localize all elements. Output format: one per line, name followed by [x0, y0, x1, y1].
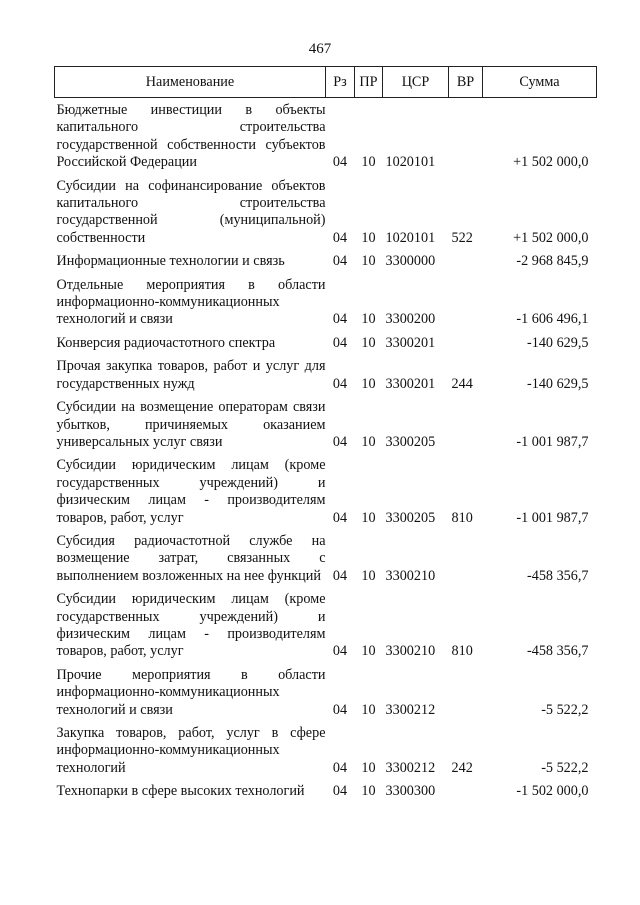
row-rz: 04	[332, 509, 348, 526]
budget-table	[54, 66, 597, 801]
row-csr: 3300201	[385, 375, 436, 392]
row-vr	[449, 329, 483, 352]
row-rz: 04	[332, 643, 348, 660]
row-vr	[449, 247, 483, 270]
row-name: Субсидии на возмещение операторам связи убытков, причиняемых оказанием универсальных услуг связи	[56, 399, 326, 450]
row-rz: 04	[332, 154, 348, 171]
row-sum: -140 629,5	[527, 334, 589, 351]
row-csr: 3300210	[385, 643, 436, 660]
row-vr: 810	[451, 509, 473, 526]
row-pr: 10	[361, 701, 376, 718]
row-rz: 04	[332, 375, 348, 392]
header-sum: Сумма	[483, 67, 597, 98]
row-vr: 810	[451, 643, 473, 660]
table-header-row	[55, 67, 597, 98]
table-row	[55, 719, 597, 777]
row-sum: -2 968 845,9	[516, 253, 589, 270]
row-rz: 04	[332, 433, 348, 450]
table-row	[55, 271, 597, 329]
row-rz: 04	[332, 759, 348, 776]
table-row	[55, 329, 597, 352]
row-csr: 3300212	[385, 701, 436, 718]
table-row	[55, 451, 597, 527]
table-row	[55, 661, 597, 719]
row-rz: 04	[332, 334, 348, 351]
row-vr	[449, 393, 483, 451]
row-csr: 3300205	[385, 433, 436, 450]
row-name: Бюджетные инвестиции в объекты капитального строительства государственной собственности субъектов Российской Федерации	[56, 102, 326, 171]
table-row	[55, 585, 597, 661]
page-number: 467	[308, 41, 332, 57]
row-name: Прочая закупка товаров, работ и услуг для государственных нужд	[56, 358, 326, 392]
row-vr	[449, 777, 483, 800]
row-csr: 3300212	[385, 759, 436, 776]
row-rz: 04	[332, 567, 348, 584]
row-rz: 04	[332, 311, 348, 328]
row-sum: -140 629,5	[527, 375, 589, 392]
row-csr: 3300205	[385, 509, 436, 526]
row-sum: +1 502 000,0	[513, 229, 589, 246]
row-pr: 10	[361, 567, 376, 584]
header-name: Наименование	[55, 67, 326, 98]
row-vr	[449, 98, 483, 172]
row-pr: 10	[361, 643, 376, 660]
row-name: Отдельные мероприятия в области информационно-коммуникационных технологий и связи	[56, 276, 326, 328]
table-row	[55, 172, 597, 248]
row-csr: 3300000	[385, 253, 436, 270]
row-sum: -458 356,7	[527, 643, 589, 660]
header-vr: ВР	[449, 67, 483, 98]
row-name: Конверсия радиочастотного спектра	[56, 334, 276, 351]
row-vr	[449, 661, 483, 719]
row-csr: 3300201	[385, 334, 436, 351]
row-sum: -5 522,2	[541, 701, 589, 718]
table-row	[55, 98, 597, 172]
row-csr: 3300300	[385, 783, 436, 800]
row-sum: -5 522,2	[541, 759, 589, 776]
header-csr: ЦСР	[383, 67, 449, 98]
row-sum: -1 606 496,1	[516, 311, 589, 328]
row-name: Субсидии юридическим лицам (кроме государственных учреждений) и физическим лицам - производителям товаров, работ, услуг	[56, 457, 326, 526]
row-vr	[449, 271, 483, 329]
row-pr: 10	[361, 783, 376, 800]
table-row	[55, 527, 597, 585]
row-csr: 3300210	[385, 567, 436, 584]
row-name: Технопарки в сфере высоких технологий	[56, 783, 305, 800]
row-pr: 10	[361, 509, 376, 526]
row-name: Субсидии юридическим лицам (кроме государственных учреждений) и физическим лицам - производителям товаров, работ, услуг	[56, 591, 326, 660]
row-sum: -1 001 987,7	[516, 433, 589, 450]
row-vr	[449, 527, 483, 585]
header-pr: ПР	[355, 67, 383, 98]
table-row	[55, 777, 597, 800]
table-row	[55, 393, 597, 451]
row-pr: 10	[361, 253, 376, 270]
row-csr: 1020101	[385, 229, 436, 246]
row-vr: 242	[451, 759, 473, 776]
row-csr: 3300200	[385, 311, 436, 328]
row-csr: 1020101	[385, 154, 436, 171]
row-sum: +1 502 000,0	[513, 154, 589, 171]
row-pr: 10	[361, 229, 376, 246]
row-vr: 244	[451, 375, 473, 392]
row-rz: 04	[332, 783, 348, 800]
row-pr: 10	[361, 334, 376, 351]
row-rz: 04	[332, 253, 348, 270]
row-sum: -1 001 987,7	[516, 509, 589, 526]
row-name: Прочие мероприятия в области информационно-коммуникационных технологий и связи	[56, 666, 326, 718]
row-pr: 10	[361, 154, 376, 171]
row-pr: 10	[361, 759, 376, 776]
header-rz: Рз	[326, 67, 355, 98]
row-rz: 04	[332, 229, 348, 246]
row-vr: 522	[451, 229, 473, 246]
row-name: Субсидия радиочастотной службе на возмещение затрат, связанных с выполнением возложенных на нее функций	[56, 532, 326, 584]
row-sum: -458 356,7	[527, 567, 589, 584]
row-name: Закупка товаров, работ, услуг в сфере информационно-коммуникационных технологий	[56, 725, 326, 776]
row-pr: 10	[361, 311, 376, 328]
row-sum: -1 502 000,0	[516, 783, 589, 800]
row-pr: 10	[361, 433, 376, 450]
row-pr: 10	[361, 375, 376, 392]
row-name: Субсидии на софинансирование объектов капитального строительства государственной (муниципальной) собственности	[56, 177, 326, 246]
row-name: Информационные технологии и связь	[56, 253, 285, 270]
row-rz: 04	[332, 701, 348, 718]
table-row	[55, 352, 597, 393]
table-row	[55, 247, 597, 270]
